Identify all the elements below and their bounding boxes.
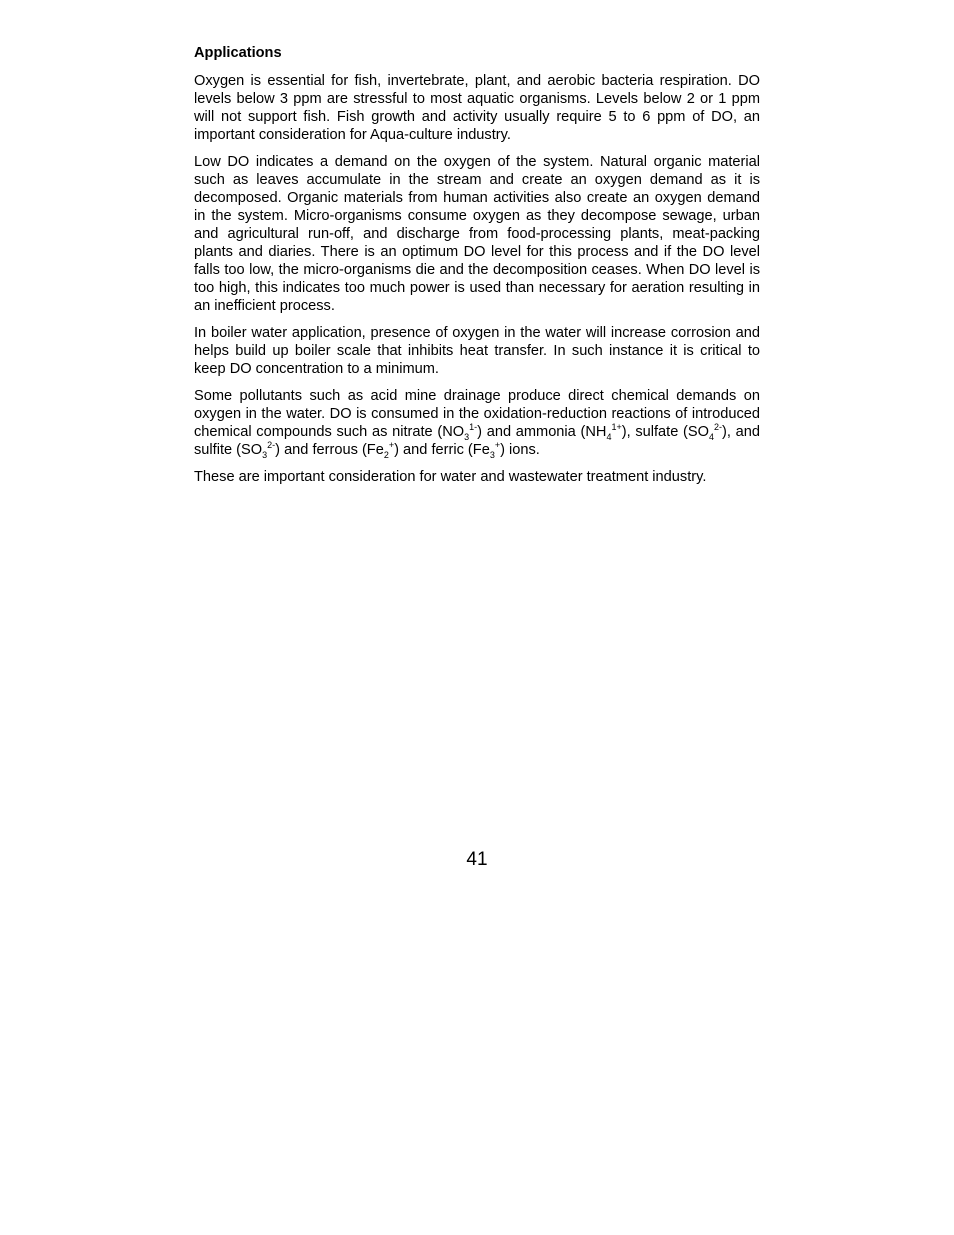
subscript: 4 [606,431,612,442]
superscript: + [388,440,395,451]
text-run: ) and ammonia (NH [477,424,607,440]
text-run: ) and ferrous (Fe [275,442,384,458]
paragraph-water-treatment: These are important consideration for water and wastewater treatment industry. [194,469,707,485]
paragraph-oxygen-essential: Oxygen is essential for fish, invertebrate, plant, and aerobic bacteria respiration. DO levels below 3 ppm are stressful to most aquatic organisms. Levels below 2 or 1 ppm will not support fish. Fish growth and activity usually require 5 to 6 ppm of DO, an important consideration for Aqua-culture industry. [194,73,760,143]
document-page [194,44,760,495]
superscript: 1+ [611,422,622,433]
superscript: + [494,440,501,451]
subscript: 3 [262,449,268,460]
paragraph-low-do: Low DO indicates a demand on the oxygen of the system. Natural organic material such as leaves accumulate in the stream and create an oxygen demand as it is decomposed. Organic materials from human activities also create an oxygen demand in the system. Micro-organisms consume oxygen as they decompose sewage, urban and agricultural run-off, and discharge from food-processing plants, meat-packing plants and diaries. There is an optimum DO level for this process and if the DO level falls too low, the micro-organisms die and the decomposition ceases. When DO level is too high, this indicates too much power is used than necessary for aeration resulting in an inefficient process. [194,154,760,314]
superscript: 2- [267,440,276,451]
superscript: 2- [714,422,723,433]
subscript: 3 [489,449,495,460]
text-run: ), sulfate (SO [621,424,709,440]
text-run: ), and sulfite (SO [194,424,761,458]
subscript: 2 [383,449,389,460]
text-run: Some pollutants such as acid mine drainage produce direct chemical demands on oxygen in the water. DO is consumed in the oxidation-reduction reactions of introduced chemical compounds such as nitrate (NO [194,388,760,440]
section-heading: Applications [194,45,282,61]
subscript: 4 [709,431,715,442]
superscript: 1- [469,422,478,433]
text-run: ) and ferric (Fe [394,442,490,458]
text-run: ) ions. [500,442,540,458]
page-number: 41 [466,849,488,870]
paragraph-boiler-water: In boiler water application, presence of oxygen in the water will increase corrosion and helps build up boiler scale that inhibits heat transfer. In such instance it is critical to keep DO concentration to a minimum. [194,325,760,377]
subscript: 3 [464,431,470,442]
paragraph-pollutants [194,387,760,459]
